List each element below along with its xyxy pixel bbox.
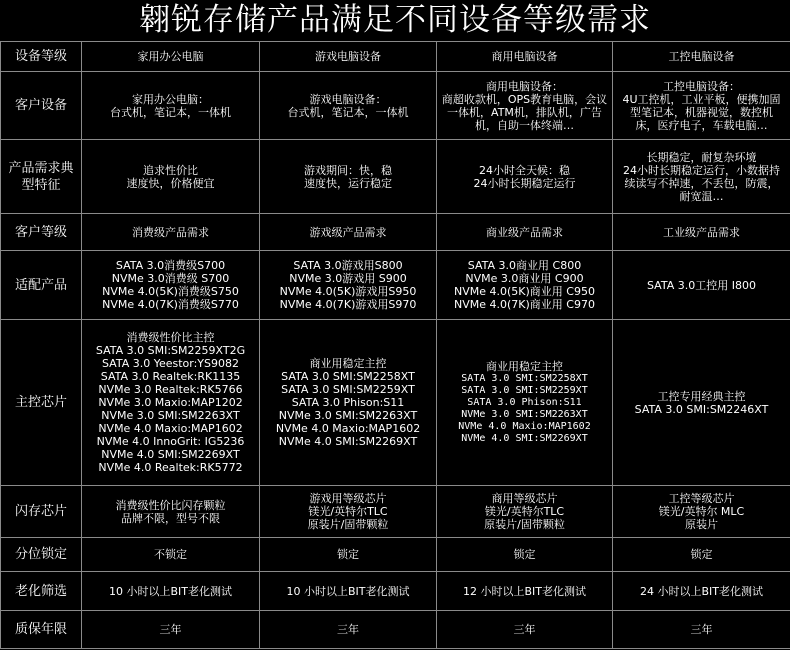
- table-cell: 工控电脑设备： 4U工控机，工业平板，便携加固 型笔记本，机器视觉，数控机 床，医疗电子，车载电脑…: [613, 72, 790, 140]
- table-cell: SATA 3.0游戏用S800 NVMe 3.0游戏用 S900 NVMe 4.0(5K)游戏用S950 NVMe 4.0(7K)游戏用S970: [260, 251, 437, 320]
- table-cell: 工控专用经典主控 SATA 3.0 SMI:SM2246XT: [613, 320, 790, 486]
- table-cell: 商业用稳定主控 SATA 3.0 SMI:SM2258XT SATA 3.0 SMI:SM2259XT SATA 3.0 Phison:S11 NVMe 3.0 SMI:SM2263XT NVMe 4.0 Maxio:MAP1602 NVMe 4.0 SMI:SM2269XT: [437, 320, 613, 486]
- table-cell: 商用等级芯片 镁光/英特尔TLC 原装片/固带颗粒: [437, 486, 613, 538]
- table-cell: 消费级产品需求: [82, 214, 260, 251]
- row-label: 客户设备: [1, 72, 82, 140]
- row-label: 质保年限: [1, 611, 82, 649]
- table-cell: 锁定: [260, 538, 437, 572]
- table-cell: SATA 3.0消费级S700 NVMe 3.0消费级 S700 NVMe 4.0(5K)消费级S750 NVMe 4.0(7K)消费级S770: [82, 251, 260, 320]
- table-cell: 游戏期间：快，稳 速度快，运行稳定: [260, 140, 437, 214]
- row-label: 客户等级: [1, 214, 82, 251]
- table-cell: 游戏级产品需求: [260, 214, 437, 251]
- row-label: 老化筛选: [1, 572, 82, 611]
- table-cell: 追求性价比 速度快，价格便宜: [82, 140, 260, 214]
- table-cell: 锁定: [437, 538, 613, 572]
- table-cell: 三年: [613, 611, 790, 649]
- table-cell: 三年: [437, 611, 613, 649]
- row-label: 主控芯片: [1, 320, 82, 486]
- table-cell: 长期稳定，耐复杂环境 24小时长期稳定运行，小数据持 续读写不掉速，不丢包，防震， 耐宽温…: [613, 140, 790, 214]
- comparison-table: [0, 41, 790, 649]
- table-row: [1, 538, 790, 572]
- header-cell-level: 设备等级: [1, 42, 82, 72]
- table-cell: 游戏用等级芯片 镁光/英特尔TLC 原装片/固带颗粒: [260, 486, 437, 538]
- table-cell: 10 小时以上BIT老化测试: [260, 572, 437, 611]
- page-title: 翱锐存储产品满足不同设备等级需求: [139, 2, 651, 38]
- table-row: [1, 72, 790, 140]
- table-cell: 商业用稳定主控 SATA 3.0 SMI:SM2258XT SATA 3.0 SMI:SM2259XT SATA 3.0 Phison:S11 NVMe 3.0 SMI:SM2263XT NVMe 4.0 Maxio:MAP1602 NVMe 4.0 SMI:SM2269XT: [260, 320, 437, 486]
- table-cell: 商用电脑设备： 商超收款机，OPS教育电脑，会议 一体机，ATM机，排队机，广告 机，自助一体终端…: [437, 72, 613, 140]
- table-cell: 家用办公电脑： 台式机，笔记本，一体机: [82, 72, 260, 140]
- table-cell: 消费级性价比闪存颗粒 品牌不限，型号不限: [82, 486, 260, 538]
- row-label: 闪存芯片: [1, 486, 82, 538]
- header-cell-home: 家用办公电脑: [82, 42, 260, 72]
- table-cell: 24 小时以上BIT老化测试: [613, 572, 790, 611]
- table-cell: 三年: [82, 611, 260, 649]
- table-cell: 工业级产品需求: [613, 214, 790, 251]
- table-cell: 游戏电脑设备： 台式机，笔记本，一体机: [260, 72, 437, 140]
- table-cell: 商业级产品需求: [437, 214, 613, 251]
- table-cell: SATA 3.0商业用 C800 NVMe 3.0商业用 C900 NVMe 4.0(5K)商业用 C950 NVMe 4.0(7K)商业用 C970: [437, 251, 613, 320]
- header-cell-business: 商用电脑设备: [437, 42, 613, 72]
- table-row: [1, 611, 790, 649]
- row-label: 产品需求典型特征: [1, 140, 82, 214]
- header-cell-gaming: 游戏电脑设备: [260, 42, 437, 72]
- table-cell: SATA 3.0工控用 I800: [613, 251, 790, 320]
- table-row: [1, 320, 790, 486]
- table-cell: 10 小时以上BIT老化测试: [82, 572, 260, 611]
- table-row: [1, 140, 790, 214]
- table-header-row: [1, 42, 790, 72]
- table-row: [1, 572, 790, 611]
- table-cell: 消费级性价比主控 SATA 3.0 SMI:SM2259XT2G SATA 3.0 Yeestor:YS9082 SATA 3.0 Realtek:RK1135 NVMe 3.0 Realtek:RK5766 NVMe 3.0 Maxio:MAP1202 NVMe 3.0 SMI:SM2263XT NVMe 4.0 Maxio:MAP1602 NVMe 4.0 InnoGrit: IG5236 NVMe 4.0 SMI:SM2269XT NVMe 4.0 Realtek:RK5772: [82, 320, 260, 486]
- table-row: [1, 486, 790, 538]
- table-cell: 24小时全天候：稳 24小时长期稳定运行: [437, 140, 613, 214]
- table-row: [1, 251, 790, 320]
- table-cell: 工控等级芯片 镁光/英特尔 MLC 原装片: [613, 486, 790, 538]
- table-row: [1, 214, 790, 251]
- table-cell: 12 小时以上BIT老化测试: [437, 572, 613, 611]
- table-cell: 三年: [260, 611, 437, 649]
- table-cell: 锁定: [613, 538, 790, 572]
- table-cell: 不锁定: [82, 538, 260, 572]
- row-label: 分位锁定: [1, 538, 82, 572]
- row-label: 适配产品: [1, 251, 82, 320]
- header-cell-industrial: 工控电脑设备: [613, 42, 790, 72]
